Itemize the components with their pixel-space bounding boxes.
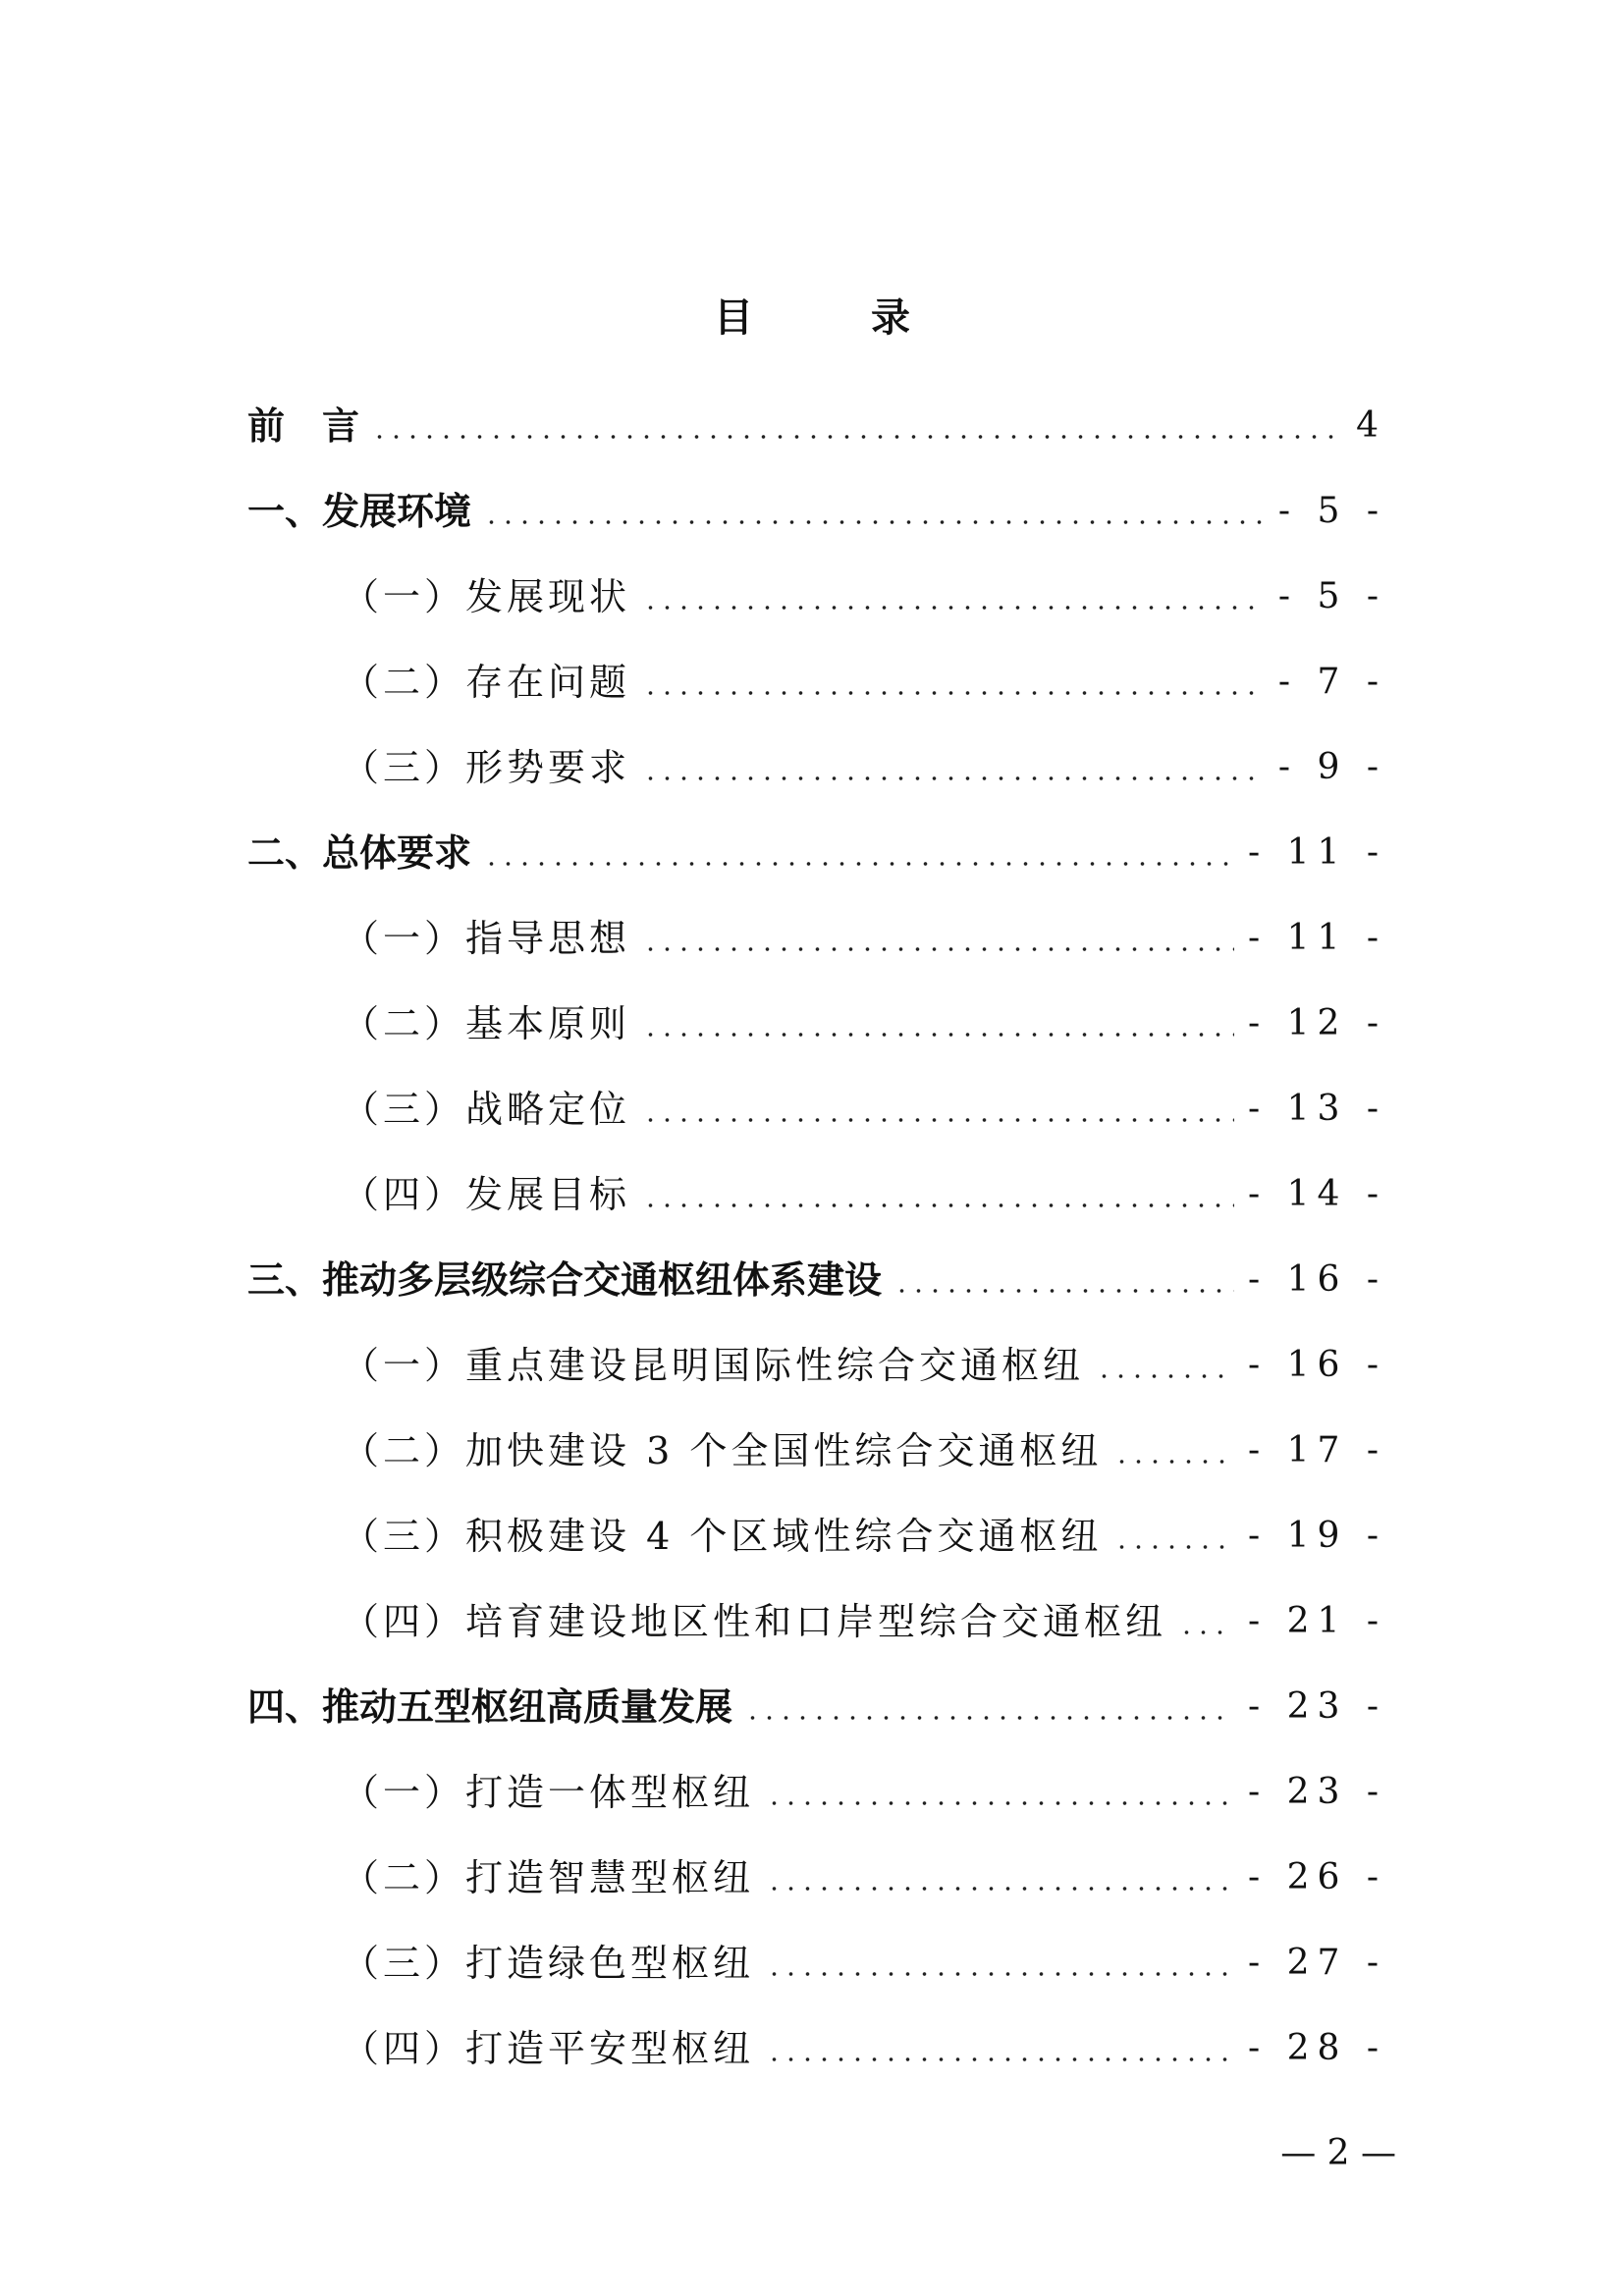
toc-entry-page-number: - 13 -	[1247, 1088, 1386, 1129]
toc-entry-page-number: - 26 -	[1247, 1856, 1386, 1897]
toc-entry-section[interactable]	[247, 2005, 1386, 2091]
toc-entry-page-number: - 23 -	[1247, 1771, 1386, 1812]
toc-entry-page-number: - 16 -	[1247, 1344, 1386, 1385]
toc-entry-label: （一）重点建设昆明国际性综合交通枢纽	[342, 1343, 1085, 1387]
toc-entry-label: 一、发展环境	[247, 489, 472, 533]
toc-entry-page-number: - 12 -	[1247, 1002, 1386, 1043]
toc-entry-section[interactable]	[247, 1493, 1386, 1578]
toc-entry-section[interactable]	[247, 1749, 1386, 1835]
toc-entry-label: 前 言	[247, 403, 360, 448]
toc-dot-leader	[893, 1261, 1234, 1299]
toc-entry-section[interactable]	[247, 1920, 1386, 2005]
toc-entry-page-number: - 7 -	[1277, 661, 1386, 702]
toc-entry-label: 四、推动五型枢纽高质量发展	[247, 1684, 733, 1729]
toc-entry-label: （三）形势要求	[342, 745, 631, 789]
toc-entry-label: （三）积极建设 4 个区域性综合交通枢纽	[342, 1514, 1103, 1558]
toc-entry-label: （三）战略定位	[342, 1087, 631, 1131]
table-of-contents	[247, 383, 1386, 2091]
toc-entry-page-number: - 17 -	[1247, 1429, 1386, 1470]
toc-dot-leader	[371, 407, 1342, 445]
toc-entry-label: （四）打造平安型枢纽	[342, 2026, 755, 2070]
toc-entry-chapter[interactable]	[247, 1237, 1386, 1322]
toc-entry-page-number: - 21 -	[1247, 1600, 1386, 1641]
toc-entry-page-number: - 23 -	[1247, 1685, 1386, 1727]
toc-entry-label: （二）加快建设 3 个全国性综合交通枢纽	[342, 1428, 1103, 1472]
toc-dot-leader	[766, 1859, 1234, 1896]
toc-entry-page-number: - 9 -	[1277, 746, 1386, 787]
toc-entry-chapter[interactable]	[247, 1664, 1386, 1749]
toc-entry-label: （一）打造一体型枢纽	[342, 1770, 755, 1814]
toc-entry-section[interactable]	[247, 554, 1386, 639]
toc-entry-page-number: - 5 -	[1277, 490, 1386, 531]
toc-dot-leader	[766, 1774, 1234, 1811]
toc-entry-chapter[interactable]	[247, 468, 1386, 554]
toc-entry-page-number: - 11 -	[1247, 917, 1386, 958]
toc-entry-label: （二）存在问题	[342, 660, 631, 704]
toc-entry-page-number: - 16 -	[1247, 1258, 1386, 1300]
toc-entry-label: （四）发展目标	[342, 1172, 631, 1216]
toc-dot-leader	[642, 1005, 1234, 1042]
toc-title: 目 录	[714, 295, 949, 341]
toc-dot-leader	[642, 1176, 1234, 1213]
toc-entry-page-number: - 11 -	[1247, 831, 1386, 873]
toc-entry-label: （一）发展现状	[342, 574, 631, 618]
toc-entry-page-number: - 19 -	[1247, 1515, 1386, 1556]
toc-entry-section[interactable]	[247, 1835, 1386, 1920]
toc-entry-section[interactable]	[247, 1066, 1386, 1151]
toc-dot-leader	[744, 1688, 1234, 1726]
toc-entry-label: （一）指导思想	[342, 916, 631, 960]
toc-entry-label: （二）打造智慧型枢纽	[342, 1855, 755, 1899]
toc-entry-label: 三、推动多层级综合交通枢纽体系建设	[247, 1257, 883, 1302]
toc-entry-page-number: - 28 -	[1247, 2027, 1386, 2068]
toc-entry-section[interactable]	[247, 639, 1386, 724]
toc-entry-page-number: - 14 -	[1247, 1173, 1386, 1214]
toc-dot-leader	[1096, 1347, 1234, 1384]
toc-entry-label: （二）基本原则	[342, 1001, 631, 1045]
toc-entry-label: （四）培育建设地区性和口岸型综合交通枢纽	[342, 1599, 1167, 1643]
toc-entry-page-number: - 27 -	[1247, 1942, 1386, 1983]
toc-entry-section[interactable]	[247, 1408, 1386, 1493]
toc-entry-section[interactable]	[247, 981, 1386, 1066]
toc-entry-section[interactable]	[247, 1151, 1386, 1237]
toc-entry-label: 二、总体要求	[247, 830, 472, 875]
toc-dot-leader	[1178, 1603, 1234, 1640]
toc-dot-leader	[1113, 1432, 1234, 1469]
page-number-footer: — 2 —	[1280, 2133, 1396, 2173]
toc-dot-leader	[483, 493, 1265, 530]
toc-entry-section[interactable]	[247, 895, 1386, 981]
toc-dot-leader	[766, 2030, 1234, 2067]
toc-entry-section[interactable]	[247, 1578, 1386, 1664]
toc-entry-page-number: - 5 -	[1277, 575, 1386, 616]
toc-entry-page-number: 4	[1356, 404, 1386, 446]
toc-dot-leader	[642, 664, 1265, 701]
toc-entry-chapter[interactable]	[247, 383, 1386, 468]
toc-dot-leader	[642, 1091, 1234, 1128]
toc-entry-chapter[interactable]	[247, 810, 1386, 895]
toc-dot-leader	[642, 920, 1234, 957]
toc-dot-leader	[1113, 1518, 1234, 1555]
toc-dot-leader	[483, 834, 1234, 872]
toc-entry-label: （三）打造绿色型枢纽	[342, 1941, 755, 1985]
toc-dot-leader	[766, 1945, 1234, 1982]
toc-entry-section[interactable]	[247, 1322, 1386, 1408]
toc-entry-section[interactable]	[247, 724, 1386, 810]
toc-dot-leader	[642, 749, 1265, 786]
toc-dot-leader	[642, 578, 1265, 615]
